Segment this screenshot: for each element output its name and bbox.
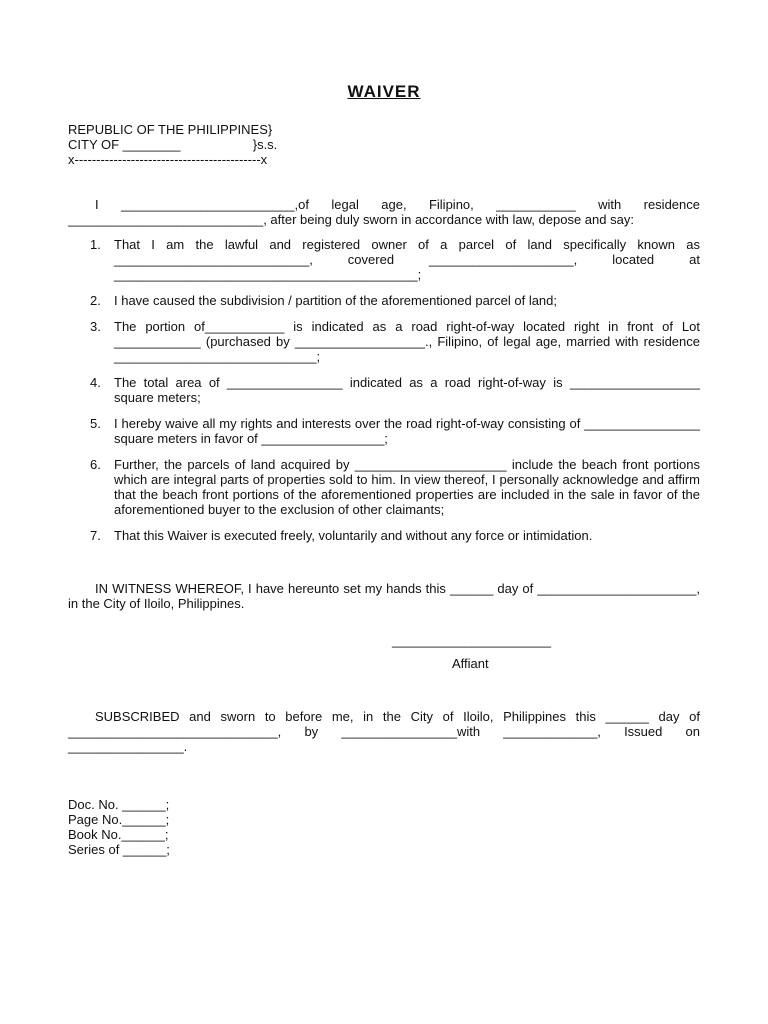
witness-paragraph: IN WITNESS WHEREOF, I have hereunto set my hands this ______ day of ______________________, in the City of Iloilo, Philippines. xyxy=(68,581,700,611)
clause-number: 5. xyxy=(90,416,101,431)
signature-line: ______________________ xyxy=(392,633,552,648)
clause-item xyxy=(68,375,700,405)
intro-paragraph: I ________________________,of legal age, Filipino, ___________ with residence ___________________________, after being duly sworn in accordance with law, depose and say: xyxy=(68,197,700,227)
page-no-line: Page No.______; xyxy=(68,812,170,827)
clause-number: 3. xyxy=(90,319,101,334)
document-title: WAIVER xyxy=(347,82,421,101)
venue-caption xyxy=(68,122,700,167)
jurat-paragraph: SUBSCRIBED and sworn to before me, in the City of Iloilo, Philippines this ______ day of _____________________________, by ________________with _____________, Issued on ________________. xyxy=(68,709,700,754)
clause-number: 6. xyxy=(90,457,101,472)
book-no-line: Book No.______; xyxy=(68,827,169,842)
clause-text: The total area of ________________ indicated as a road right-of-way is __________________ square meters; xyxy=(114,375,700,405)
clause-item xyxy=(68,319,700,364)
clause-item xyxy=(68,237,700,282)
clause-text: Further, the parcels of land acquired by _____________________ include the beach front portions which are integral parts of properties sold to him. In view thereof, I personally acknowledge and affirm that the beach front portions of the aforementioned properties are included in the sale in favor of the aforementioned buyer to the exclusion of other claimants; xyxy=(114,457,700,517)
clause-text: That I am the lawful and registered owner of a parcel of land specifically known as ___________________________, covered ____________________, located at __________________________________________; xyxy=(114,237,700,282)
caption-line: x-------------------------------------------x xyxy=(68,152,268,167)
clause-number: 1. xyxy=(90,237,101,252)
clause-number: 4. xyxy=(90,375,101,390)
clause-item xyxy=(68,528,700,543)
clause-number: 2. xyxy=(90,293,101,308)
notarial-register xyxy=(68,797,700,857)
caption-line: REPUBLIC OF THE PHILIPPINES} xyxy=(68,122,273,137)
clause-item xyxy=(68,416,700,446)
affiant-label: Affiant xyxy=(452,656,489,671)
clause-item xyxy=(68,457,700,517)
clause-number: 7. xyxy=(90,528,101,543)
clause-text: That this Waiver is executed freely, voluntarily and without any force or intimidation. xyxy=(114,528,593,543)
doc-no-line: Doc. No. ______; xyxy=(68,797,170,812)
clause-text: I have caused the subdivision / partition of the aforementioned parcel of land; xyxy=(114,293,558,308)
clause-item xyxy=(68,293,700,308)
caption-line: CITY OF ________ }s.s. xyxy=(68,137,278,152)
clause-text: The portion of___________ is indicated as a road right-of-way located right in front of Lot ____________ (purchased by __________________., Filipino, of legal age, married with residence ____________________________; xyxy=(114,319,700,364)
clause-list xyxy=(68,237,700,543)
series-line: Series of ______; xyxy=(68,842,170,857)
clause-text: I hereby waive all my rights and interests over the road right-of-way consisting of ________________ square meters in favor of _________________; xyxy=(114,416,700,446)
